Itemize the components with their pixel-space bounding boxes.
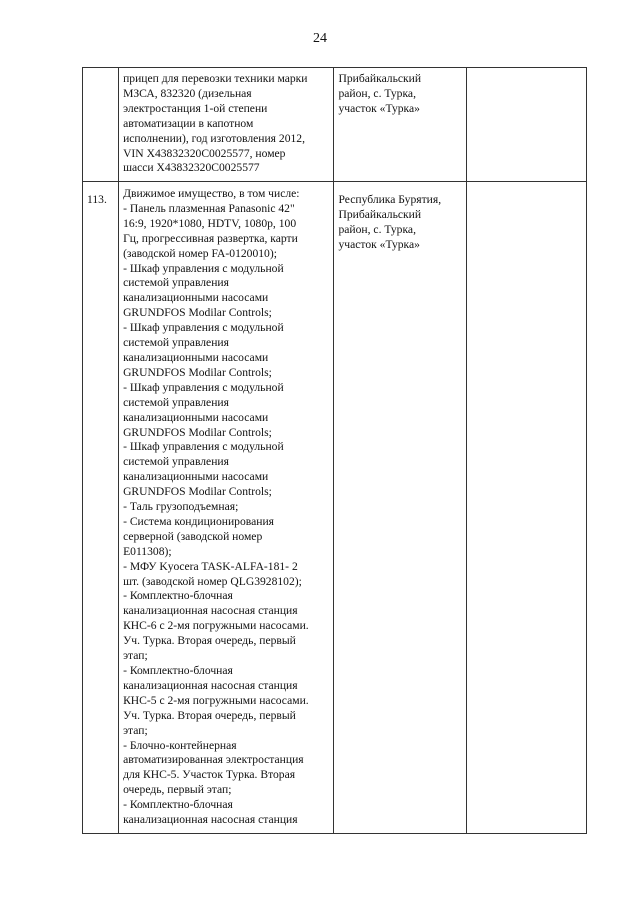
- text-line: участок «Турка»: [338, 101, 420, 115]
- text-line: прицеп для перевозки техники марки: [123, 72, 308, 85]
- text-line: канализационная насосная станция: [123, 678, 298, 692]
- text-line: - Панель плазменная Panasonic 42": [123, 201, 295, 215]
- row-number-cell: [83, 68, 119, 182]
- text-line: GRUNDFOS Modilar Controls;: [123, 306, 272, 320]
- text-line: системой управления: [123, 395, 229, 409]
- description-cell: [119, 68, 334, 182]
- location-text: [334, 68, 465, 117]
- text-line: системой управления: [123, 276, 229, 290]
- text-line: Уч. Турка. Вторая очередь, первый: [123, 634, 296, 648]
- extra-cell: [466, 68, 586, 182]
- text-line: - Шкаф управления с модульной: [123, 440, 284, 454]
- table-row: [83, 68, 587, 182]
- text-line: Гц, прогрессивная развертка, карти: [123, 231, 298, 245]
- property-table: [82, 67, 587, 834]
- text-line: для КНС-5. Участок Турка. Вторая: [123, 768, 296, 782]
- text-line: район, с. Турка,: [338, 222, 416, 236]
- text-line: исполнении), год изготовления 2012,: [123, 131, 305, 145]
- text-line: район, с. Турка,: [338, 86, 416, 100]
- description-cell: [119, 182, 334, 834]
- row-number-cell: [83, 182, 119, 834]
- location-text: [334, 182, 465, 253]
- text-line: GRUNDFOS Modilar Controls;: [123, 485, 272, 499]
- text-line: - МФУ Kyocera TASK-ALFA-181- 2: [123, 559, 298, 573]
- text-line: канализационная насосная станция: [123, 813, 298, 827]
- text-line: канализационными насосами: [123, 350, 269, 364]
- text-line: системой управления: [123, 455, 229, 469]
- text-line: (заводской номер FA-0120010);: [123, 246, 277, 260]
- text-line: - Шкаф управления с модульной: [123, 321, 284, 335]
- text-line: этап;: [123, 723, 148, 737]
- text-line: шт. (заводской номер QLG3928102);: [123, 574, 302, 588]
- extra-cell: [466, 182, 586, 834]
- text-line: - Комплектно-блочная: [123, 589, 233, 603]
- text-line: этап;: [123, 649, 148, 663]
- text-line: - Комплектно-блочная: [123, 798, 233, 812]
- description-text: [119, 68, 333, 179]
- text-line: - Таль грузоподъемная;: [123, 500, 239, 514]
- text-line: Уч. Турка. Вторая очередь, первый: [123, 708, 296, 722]
- page-number: 24: [313, 31, 327, 46]
- row-number: 113.: [87, 193, 107, 206]
- text-line: - Блочно-контейнерная: [123, 738, 237, 752]
- text-line: КНС-5 с 2-мя погружными насосами.: [123, 693, 309, 707]
- text-line: Движимое имущество, в том числе:: [123, 187, 300, 200]
- text-line: E011308);: [123, 544, 172, 558]
- text-line: участок «Турка»: [338, 237, 420, 251]
- location-cell: [334, 182, 466, 834]
- text-line: GRUNDFOS Modilar Controls;: [123, 365, 272, 379]
- text-line: канализационными насосами: [123, 291, 269, 305]
- text-line: серверной (заводской номер: [123, 529, 263, 543]
- text-line: канализационными насосами: [123, 470, 269, 484]
- text-line: автоматизации в капотном: [123, 116, 254, 130]
- text-line: - Шкаф управления с модульной: [123, 380, 284, 394]
- text-line: - Комплектно-блочная: [123, 664, 233, 677]
- text-line: Прибайкальский: [338, 207, 422, 221]
- text-line: МЗСА, 832320 (дизельная: [123, 86, 252, 100]
- text-line: - Система кондиционирования: [123, 514, 274, 528]
- text-line: системой управления: [123, 336, 229, 350]
- text-line: КНС-6 с 2-мя погружными насосами.: [123, 619, 309, 633]
- text-line: шасси X43832320C0025577: [123, 161, 260, 175]
- text-line: - Шкаф управления с модульной: [123, 261, 284, 275]
- text-line: 16:9, 1920*1080, HDTV, 1080p, 100: [123, 216, 297, 230]
- text-line: VIN X43832320C0025577, номер: [123, 146, 286, 160]
- text-line: канализационными насосами: [123, 410, 269, 424]
- text-line: электростанция 1-ой степени: [123, 101, 268, 115]
- text-line: очередь, первый этап;: [123, 783, 232, 797]
- location-cell: [334, 68, 466, 182]
- text-line: Республика Бурятия,: [338, 193, 442, 206]
- text-line: Прибайкальский: [338, 72, 422, 85]
- description-text: [119, 182, 333, 830]
- text-line: автоматизированная электростанция: [123, 753, 304, 767]
- text-line: GRUNDFOS Modilar Controls;: [123, 425, 272, 439]
- text-line: канализационная насосная станция: [123, 604, 298, 618]
- table-row: [83, 182, 587, 834]
